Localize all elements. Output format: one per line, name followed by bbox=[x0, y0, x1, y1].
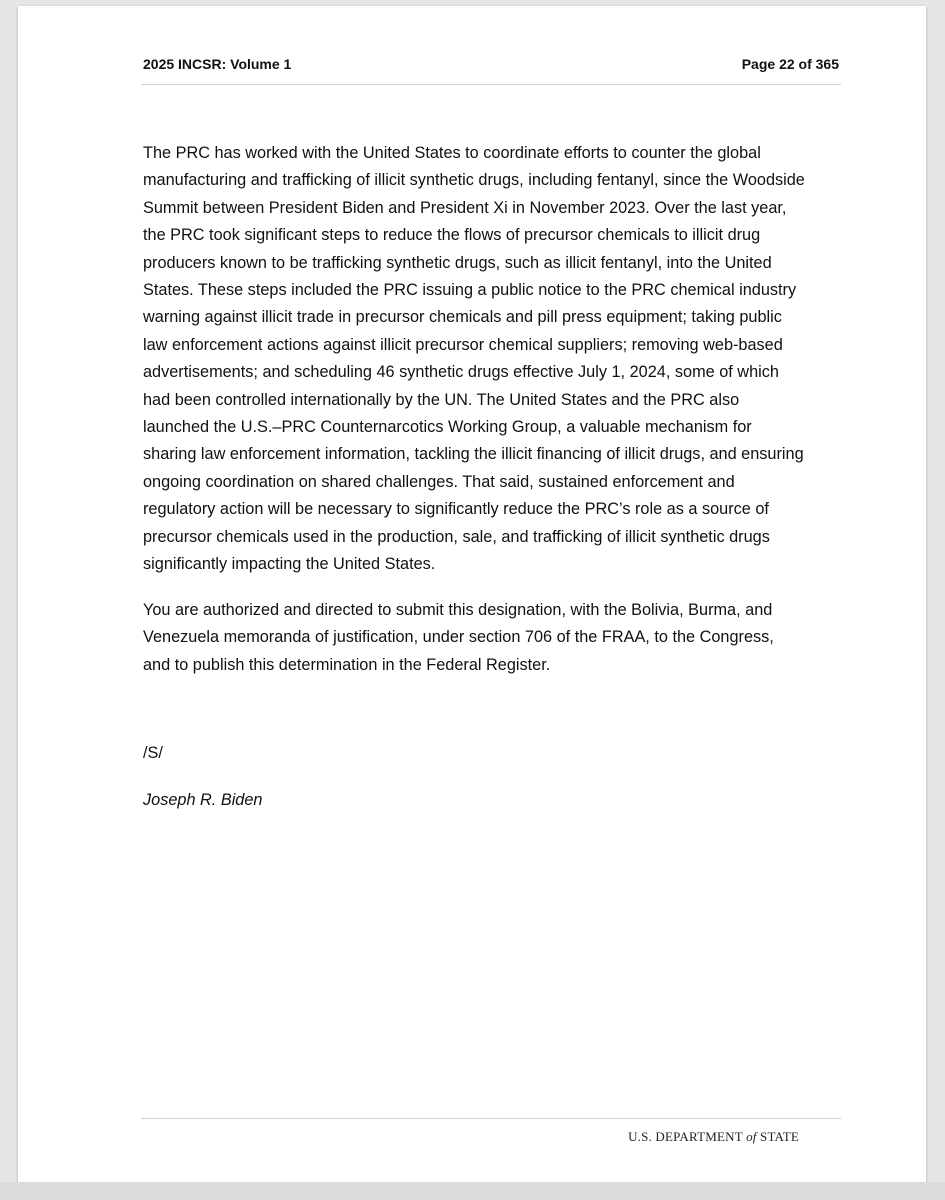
footer-divider bbox=[141, 1118, 841, 1119]
paragraph-1: The PRC has worked with the United States to coordinate efforts to counter the global manufacturing and trafficking of illicit synthetic drugs, including fentanyl, since the Woodside Summit between President Biden and President Xi in November 2023. Over the last year, the PRC took significant steps to reduce the flows of precursor chemicals to illicit drug producers known to be trafficking synthetic drugs, such as illicit fentanyl, into the United States. These steps included the PRC issuing a public notice to the PRC chemical industry warning against illicit trade in precursor chemicals and pill press equipment; taking public law enforcement actions against illicit precursor chemical suppliers; removing web-based advertisements; and scheduling 46 synthetic drugs effective July 1, 2024, some of which had been controlled internationally by the UN. The United States and the PRC also launched the U.S.–PRC Counternarcotics Working Group, a valuable mechanism for sharing law enforcement information, tackling the illicit financing of illicit drugs, and ensuring ongoing coordination on shared challenges. That said, sustained enforcement and regulatory action will be necessary to significantly reduce the PRC’s role as a source of precursor chemicals used in the production, sale, and trafficking of illicit synthetic drugs significantly impacting the United States. bbox=[143, 144, 805, 574]
logo-text-2: STATE bbox=[756, 1129, 799, 1144]
page-header bbox=[143, 56, 839, 72]
page-number: Page 22 of 365 bbox=[741, 56, 839, 72]
document-page bbox=[18, 6, 926, 1182]
report-title: 2025 INCSR: Volume 1 bbox=[143, 56, 292, 72]
paragraph-2: You are authorized and directed to submit this designation, with the Bolivia, Burma, and Venezuela memoranda of justification, under section 706 of the FRAA, to the Congress, and to publish this determination in the Federal Register. bbox=[143, 601, 774, 674]
signatory-name: Joseph R. Biden bbox=[143, 791, 263, 809]
state-department-logo bbox=[628, 1129, 799, 1145]
viewer-bottom-edge bbox=[0, 1182, 945, 1200]
header-divider bbox=[141, 84, 841, 85]
logo-text-1: U.S. DEPARTMENT bbox=[628, 1129, 747, 1144]
logo-text-of: of bbox=[746, 1129, 757, 1144]
signature-mark: /S/ bbox=[143, 744, 163, 762]
